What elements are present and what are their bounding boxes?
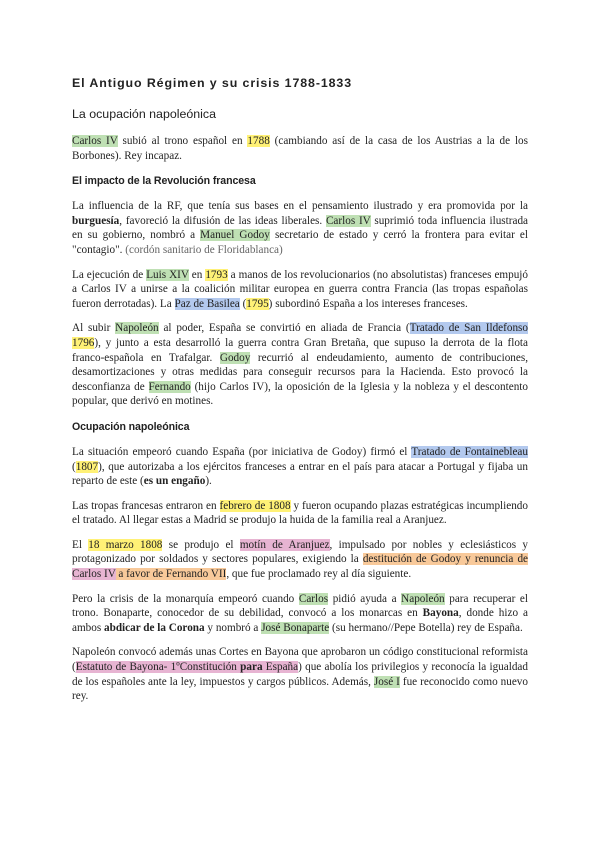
text-run: , donde hizo a ambos [72, 607, 528, 634]
bold-term: es un engaño [143, 475, 206, 488]
text-run: , que fue proclamado rey al día siguiente. [226, 568, 412, 581]
text-run: secretario de estado y cerró la frontera para evitar el "contagio". [72, 229, 528, 256]
text-run: La influencia de la RF, que tenía sus bases en el pensamiento ilustrado y era promovida por la [72, 200, 528, 213]
text-run: en [188, 268, 206, 281]
paragraph-ejecucion [72, 268, 528, 312]
text-run: ) subordinó España a los intereses franceses. [268, 297, 468, 310]
paragraph-carlos-iv [72, 134, 528, 163]
text-run: pidió ayuda a [328, 592, 402, 605]
highlight-date: febrero de 1808 [219, 499, 291, 512]
document-subtitle: La ocupación napoleónica [72, 107, 216, 121]
highlight-name: José I [373, 675, 400, 688]
highlight-name: Napoleón [115, 322, 159, 335]
highlight-event: España [262, 661, 299, 674]
text-run: (hijo Carlos IV), la oposición de la Iglesia y la nobleza y el descontento popular, que derivó en motines. [72, 380, 528, 408]
text-run: Las tropas francesas entraron en [72, 499, 220, 512]
text-run: ), y junto a esta desarrolló la guerra contra Gran Bretaña, que supuso la derrota de la flota franco-española en Trafalgar. [72, 336, 528, 364]
highlight-date: 1795 [246, 297, 269, 310]
highlight-event: Estatuto de Bayona- 1ºConstitución [75, 661, 241, 674]
text-run: fue reconocido como nuevo rey. [72, 675, 528, 703]
highlight-name: Manuel Godoy [200, 229, 270, 242]
highlight-name: Carlos IV [325, 214, 371, 227]
text-run: Napoleón convocó además unas Cortes en Bayona que aprobaron un código constitucional reformista ( [72, 646, 528, 674]
bold-term: para [240, 661, 263, 674]
highlight-date: 1788 [247, 135, 270, 147]
highlight-event: Carlos IV [72, 568, 116, 581]
text-run: a manos de los revolucionarios (no absolutistas) franceses empujó a Carlos IV a unirse a la coalición militar europea en guerra contra Francia (las tropas españolas fueron derrotadas). La [72, 268, 528, 310]
paragraph-estatuto [72, 645, 528, 703]
text-run: (su hermano//Pepe Botella) rey de España. [329, 621, 523, 634]
text-run: y nombró a [204, 621, 262, 634]
paragraph-napoleon [72, 321, 528, 409]
paragraph-motin [72, 538, 528, 582]
text-run: suprimió toda influencia ilustrada en su gobierno, nombró a [72, 214, 529, 242]
highlight-event: motín de Aranjuez [239, 538, 330, 551]
highlight-name: Fernando [148, 380, 191, 393]
text-run: El [72, 538, 89, 551]
highlight-name: José Bonaparte [261, 621, 330, 634]
highlight-date: 1793 [205, 268, 228, 281]
text-run: ( [72, 460, 76, 473]
text-run: ( [239, 297, 247, 310]
section-heading-impacto: El impacto de la Revolución francesa [72, 175, 256, 188]
highlight-date: 1796 [72, 336, 95, 349]
document-title: El Antiguo Régimen y su crisis 1788-1833 [72, 76, 353, 90]
text-run: al poder, España se convirtió en aliada de Francia ( [158, 322, 410, 335]
highlight-name: Luis XIV [146, 268, 189, 281]
text-run: subió al trono español en [117, 135, 248, 147]
paragraph-tropas [72, 499, 528, 528]
bold-term: burguesía [72, 214, 120, 227]
highlight-name: Carlos IV [72, 135, 118, 147]
bold-term: Bayona [422, 607, 459, 620]
text-run: se produjo el [162, 538, 240, 551]
highlight-treaty: Tratado de Fontainebleau [411, 445, 528, 458]
paragraph-fontainebleau [72, 445, 528, 489]
text-run: recurrió al endeudamiento, aumento de contribuciones, desamortizaciones y otras medidas para conseguir recursos para la Hacienda. Esto provocó la desconfianza de [72, 351, 529, 393]
text-run: , impulsado por nobles y eclesiásticos y protagonizado por soldados y sectores populares, exigiendo la [72, 538, 529, 566]
note-text: (cordón sanitario de Floridablanca) [125, 243, 283, 256]
highlight-name: Carlos [298, 592, 329, 605]
text-run: para recuperar el trono. Bonaparte, conocedor de su debilidad, convocó a los monarcas en [72, 592, 528, 620]
text-run: Pero la crisis de la monarquía empeoró cuando [72, 592, 299, 605]
highlight-treaty: Paz de Basilea [174, 297, 240, 310]
section-heading-ocupacion: Ocupación napoleónica [72, 420, 190, 433]
highlight-treaty: Tratado de San Ildefonso [409, 322, 528, 335]
text-run: y fueron ocupando plazas estratégicas incumpliendo el tratado. Al llegar estas a Madrid se produjo la huida de la familia real a Aranjuez. [72, 499, 528, 527]
highlight-date: 1807 [75, 460, 99, 473]
text-run: La ejecución de [72, 268, 147, 281]
highlight-name: Napoleón [401, 592, 445, 605]
highlight-name: Godoy [219, 351, 251, 364]
paragraph-influencia-rf [72, 199, 528, 257]
text-run: ) que abolía los privilegios y reconocía la igualdad de los españoles ante la ley, impuestos y cargos públicos. Además, [72, 661, 528, 688]
paragraph-bayona [72, 592, 528, 636]
text-run: La situación empeoró cuando España (por iniciativa de Godoy) firmó el [72, 445, 412, 458]
highlight-outcome: destitución de Godoy y renuncia de [362, 553, 529, 566]
text-run: ), que autorizaba a los ejércitos franceses a entrar en el país para atacar a Portugal y fijaba un reparto de este ( [72, 460, 528, 488]
bold-term: abdicar de la Corona [104, 621, 205, 634]
text-run: , favoreció la difusión de las ideas liberales. [119, 214, 326, 227]
text-run: (cambiando así de la casa de los Austrias a la de los Borbones). Rey incapaz. [72, 135, 529, 162]
highlight-outcome: a favor de Fernando VII [115, 568, 227, 581]
text-run: ). [205, 475, 212, 488]
text-run: Al subir [72, 322, 116, 335]
highlight-date: 18 marzo 1808 [88, 538, 163, 551]
